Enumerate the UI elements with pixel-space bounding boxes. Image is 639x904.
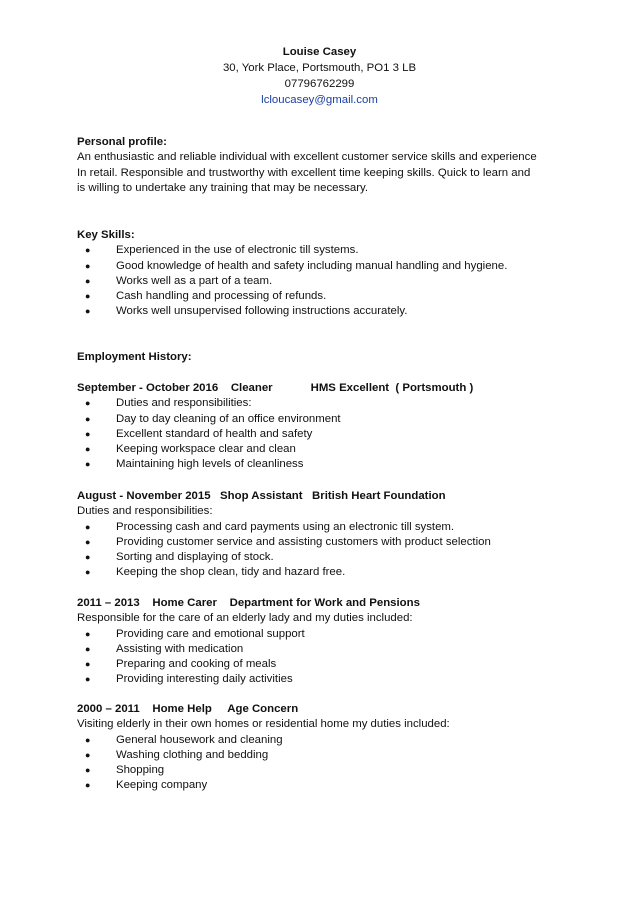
list-item: ● Excellent standard of health and safety xyxy=(77,427,597,442)
email-link[interactable]: lcloucasey@gmail.com xyxy=(261,94,378,106)
job-title: September - October 2016 Cleaner HMS Excellent ( Portsmouth ) xyxy=(77,382,474,394)
list-item: ● Maintaining high levels of cleanliness xyxy=(77,457,597,472)
list-item: ● Preparing and cooking of meals xyxy=(77,657,597,672)
list-item: ● Duties and responsibilities: xyxy=(77,396,597,411)
bullet-icon: ● xyxy=(85,674,91,685)
key-skills-section xyxy=(77,228,597,320)
list-item: ● Providing customer service and assisting customers with product selection xyxy=(77,535,597,550)
job-duties-list xyxy=(77,520,597,581)
list-item: ● Keeping workspace clear and clean xyxy=(77,442,597,457)
profile-heading: Personal profile: xyxy=(77,136,167,148)
job-title: 2011 – 2013 Home Carer Department for Work and Pensions xyxy=(77,597,420,609)
list-item: ● Washing clothing and bedding xyxy=(77,748,597,763)
job-entry xyxy=(77,702,597,794)
job-duties-list xyxy=(77,396,597,472)
phone-number: 07796762299 xyxy=(284,78,355,90)
list-item: ● Providing interesting daily activities xyxy=(77,672,597,687)
profile-text: An enthusiastic and reliable individual with excellent customer service skills and experience In retail. Responsible and trustworthy with excellent time keeping skills. Quick to learn and is willing to undertake any training that may be necessary. xyxy=(77,151,537,194)
list-item: ● Good knowledge of health and safety including manual handling and hygiene. xyxy=(77,259,597,274)
list-item: ● Works well as a part of a team. xyxy=(77,274,597,289)
bullet-icon: ● xyxy=(85,734,91,745)
bullet-icon: ● xyxy=(85,749,91,760)
list-item: ● Sorting and displaying of stock. xyxy=(77,550,597,565)
bullet-icon: ● xyxy=(85,291,91,302)
job-title: 2000 – 2011 Home Help Age Concern xyxy=(77,703,299,715)
applicant-name: Louise Casey xyxy=(282,46,357,58)
bullet-icon: ● xyxy=(85,765,91,776)
personal-profile-section xyxy=(77,135,597,196)
skills-list xyxy=(77,243,597,319)
bullet-icon: ● xyxy=(85,552,91,563)
job-title: August - November 2015 Shop Assistant British Heart Foundation xyxy=(77,490,446,502)
job-duties-list xyxy=(77,733,597,794)
list-item: ● Day to day cleaning of an office environment xyxy=(77,412,597,427)
bullet-icon: ● xyxy=(85,245,91,256)
bullet-icon: ● xyxy=(85,398,91,409)
job-entry xyxy=(77,381,597,473)
job-intro: Visiting elderly in their own homes or residential home my duties included: xyxy=(77,718,450,731)
bullet-icon: ● xyxy=(85,643,91,654)
bullet-icon: ● xyxy=(85,659,91,670)
job-intro: Responsible for the care of an elderly lady and my duties included: xyxy=(77,612,413,625)
bullet-icon: ● xyxy=(85,413,91,424)
bullet-icon: ● xyxy=(85,628,91,639)
contact-header xyxy=(0,44,639,108)
employment-heading-block xyxy=(77,350,597,365)
list-item: ● Shopping xyxy=(77,763,597,778)
employment-heading: Employment History: xyxy=(77,351,192,363)
address: 30, York Place, Portsmouth, PO1 3 LB xyxy=(222,62,417,74)
list-item: ● Cash handling and processing of refunds. xyxy=(77,289,597,304)
bullet-icon: ● xyxy=(85,275,91,286)
bullet-icon: ● xyxy=(85,444,91,455)
list-item: ● Works well unsupervised following instructions accurately. xyxy=(77,304,597,319)
bullet-icon: ● xyxy=(85,428,91,439)
list-item: ● Keeping the shop clean, tidy and hazard free. xyxy=(77,565,597,580)
skills-heading: Key Skills: xyxy=(77,229,135,241)
list-item: ● Assisting with medication xyxy=(77,642,597,657)
job-entry xyxy=(77,489,597,581)
list-item: ● Experienced in the use of electronic till systems. xyxy=(77,243,597,258)
bullet-icon: ● xyxy=(85,567,91,578)
bullet-icon: ● xyxy=(85,521,91,532)
bullet-icon: ● xyxy=(85,260,91,271)
list-item: ● Keeping company xyxy=(77,778,597,793)
job-duties-list xyxy=(77,627,597,688)
bullet-icon: ● xyxy=(85,536,91,547)
bullet-icon: ● xyxy=(85,780,91,791)
list-item: ● General housework and cleaning xyxy=(77,733,597,748)
list-item: ● Processing cash and card payments using an electronic till system. xyxy=(77,520,597,535)
bullet-icon: ● xyxy=(85,459,91,470)
bullet-icon: ● xyxy=(85,306,91,317)
job-intro: Duties and responsibilities: xyxy=(77,505,213,518)
job-entry xyxy=(77,596,597,688)
list-item: ● Providing care and emotional support xyxy=(77,627,597,642)
